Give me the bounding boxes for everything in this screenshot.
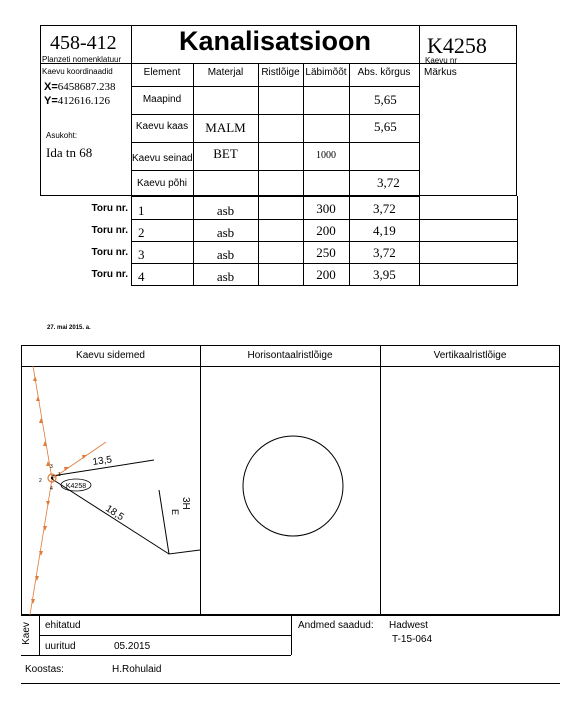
sketch-axis-line (30, 479, 52, 615)
point-label: 2 (39, 478, 42, 484)
built-label: ehitatud (45, 620, 81, 631)
surveyed-label: uuritud (45, 641, 76, 652)
row-height-value: 3,72 (377, 175, 400, 190)
location-label: Asukoht: (46, 131, 78, 140)
pipe-label: Toru nr. (91, 203, 128, 214)
y-coordinate: Y=412616.126 (44, 95, 111, 107)
pipe-number: 3 (138, 247, 145, 262)
col-header-material: Materjal (207, 67, 244, 78)
pipe-material: asb (216, 269, 235, 284)
row-element-label: Kaevu kaas (135, 121, 189, 132)
section-header-vertical: Vertikaalristlõige (433, 350, 507, 361)
date-text: 27. mai 2015. a. (47, 325, 91, 331)
pipe-height: 3,72 (373, 201, 396, 216)
plan-code-label: Planzeti nomenklatuur (42, 55, 122, 64)
plan-code: 458-412 (50, 32, 117, 54)
source-company: Hadwest (389, 620, 428, 631)
surveyed-date: 05.2015 (114, 641, 151, 652)
source-reference: T-15-064 (392, 634, 433, 645)
distance-label: 18,5 (103, 503, 126, 524)
well-cross-section-circle (243, 436, 343, 536)
section-header-horizontal: Horisontaalristlõige (247, 350, 333, 361)
row-element-label: Maapind (142, 94, 182, 105)
well-tag-text: K4258 (65, 483, 87, 490)
author-label: Koostas: (25, 664, 64, 675)
author-name: H.Rohulaid (112, 664, 162, 675)
x-coordinate: X=6458687.238 (44, 81, 116, 93)
well-number-label: Kaevu nr (425, 56, 458, 65)
col-header-element: Element (143, 67, 181, 78)
location-value: Ida tn 68 (46, 145, 93, 160)
pipe-number: 4 (138, 269, 145, 284)
col-header-cross-section: Ristlõige (261, 67, 300, 78)
connection-sketch (21, 366, 200, 615)
pipe-label: Toru nr. (91, 225, 128, 236)
row-material-value: MALM (205, 120, 246, 135)
building-e-label: E (170, 509, 180, 516)
row-height-value: 5,65 (374, 119, 397, 134)
pipe-label: Toru nr. (91, 269, 128, 280)
pipe-material: asb (216, 225, 235, 240)
building-label: 3H (180, 497, 191, 510)
page-title: Kanalisatsioon (178, 26, 372, 56)
distance-label: 13,5 (91, 454, 113, 468)
sketch-arrowheads (31, 376, 87, 604)
point-label: 1 (58, 472, 61, 478)
pipe-label: Toru nr. (91, 247, 128, 258)
pipe-material: asb (216, 247, 235, 262)
pipe-diameter: 250 (316, 245, 336, 260)
row-diameter-value: 1000 (316, 150, 336, 161)
pipe-height: 3,72 (373, 245, 396, 260)
col-header-height: Abs. kõrgus (357, 67, 411, 78)
pipe-number: 2 (138, 225, 145, 240)
pipe-height: 4,19 (373, 223, 396, 238)
pipe-diameter: 200 (316, 267, 336, 282)
pipe-number: 1 (138, 203, 145, 218)
row-material-value: BET (213, 146, 238, 161)
point-label: 4 (50, 486, 53, 492)
building-outline (159, 490, 200, 554)
footer-side-label: Kaev (20, 622, 32, 645)
coords-label: Kaevu koordinaadid (42, 67, 113, 76)
pipe-diameter: 300 (316, 201, 336, 216)
col-header-diameter: Läbimõõt (305, 67, 347, 78)
pipe-material: asb (216, 203, 235, 218)
well-number: K4258 (427, 33, 487, 58)
horizontal-section-drawing (200, 366, 380, 615)
row-element-label: Kaevu põhi (136, 178, 188, 189)
pipe-diameter: 200 (316, 223, 336, 238)
row-element-label: Kaevu seinad (132, 153, 193, 164)
col-header-notes: Märkus (424, 67, 457, 78)
point-label: 3 (50, 464, 53, 470)
pipe-height: 3,95 (373, 267, 396, 282)
row-height-value: 5,65 (374, 92, 397, 107)
source-label: Andmed saadud: (298, 620, 374, 631)
section-header-connections: Kaevu sidemed (76, 350, 145, 361)
